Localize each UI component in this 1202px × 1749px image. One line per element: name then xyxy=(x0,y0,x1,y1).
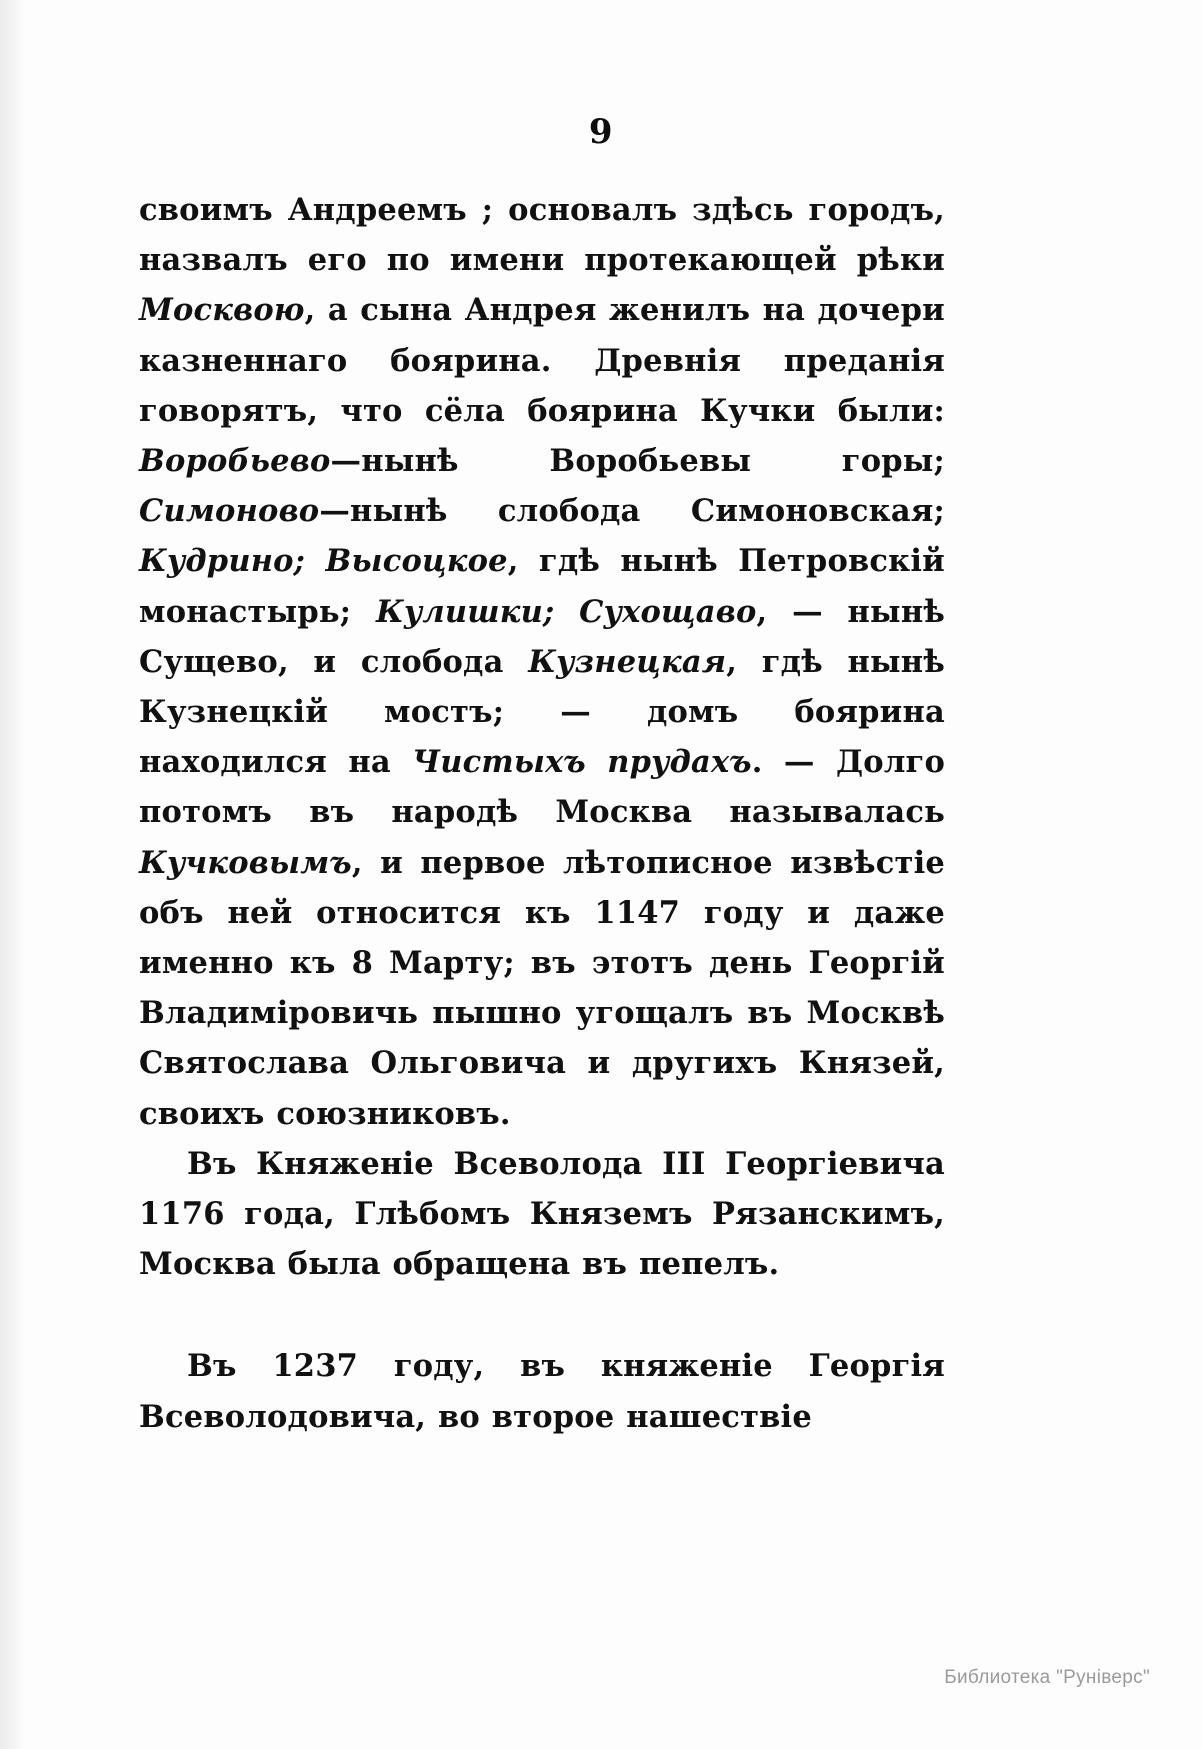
page-body xyxy=(139,185,945,1442)
text-run: , а сына Андрея женилъ на дочери казненнаго боярина. Древнія преданія говорятъ, что сёла боярина Кучки были: xyxy=(139,292,945,429)
text-run: Въ Княженіе Всеволода III Георгіевича 1176 года, Глѣбомъ Княземъ Рязанскимъ, Москва была обращена въ пепелъ. xyxy=(139,1145,945,1283)
text-run: Кучковымъ xyxy=(139,844,352,881)
text-run: Кудрино; Высоцкое xyxy=(139,543,508,580)
paragraph-1 xyxy=(139,185,945,1139)
page-number: 9 xyxy=(588,112,614,152)
page-edge-shadow xyxy=(0,0,26,1749)
text-run: , и первое лѣтописное извѣстіе объ ней относится къ 1147 году и даже именно къ 8 Марту; въ этотъ день Георгій Владиміровичь пышно угощалъ въ Москвѣ Святослава Ольговича и другихъ Князей, своихъ союзниковъ. xyxy=(139,844,945,1132)
text-run: . — Долго потомъ въ народѣ Москва называлась xyxy=(139,744,945,831)
paragraph-3 xyxy=(139,1341,945,1441)
text-run: , гдѣ нынѣ Петровскій монастырь; xyxy=(139,543,945,630)
text-run: Кулишки; Сухощаво xyxy=(376,593,757,630)
text-run: Воробьево xyxy=(139,443,331,480)
text-run: Москвою xyxy=(139,292,305,329)
text-run: Кузнецкая xyxy=(528,643,727,680)
text-run: своимъ Андреемъ ; основалъ здѣсь городъ, назвалъ его по имени протекающей рѣки xyxy=(139,192,945,279)
text-run: —нынѣ Воробьевы горы; xyxy=(330,443,945,480)
text-run: —нынѣ слобода Симоновская; xyxy=(319,493,945,530)
text-run: , — нынѣ Сущево, и слобода xyxy=(139,593,945,680)
library-watermark: Библиотека "Рунiверс" xyxy=(944,1667,1150,1688)
text-run: Симоново xyxy=(139,493,320,530)
text-run: Въ 1237 году, въ княженіе Георгія Всеволодовича, во второе нашествіе xyxy=(139,1348,945,1435)
text-run: , гдѣ нынѣ Кузнецкій мостъ; — домъ боярина находился на xyxy=(139,643,945,781)
text-run: Чистыхъ прудахъ xyxy=(412,744,752,781)
paragraph-2 xyxy=(139,1139,945,1290)
